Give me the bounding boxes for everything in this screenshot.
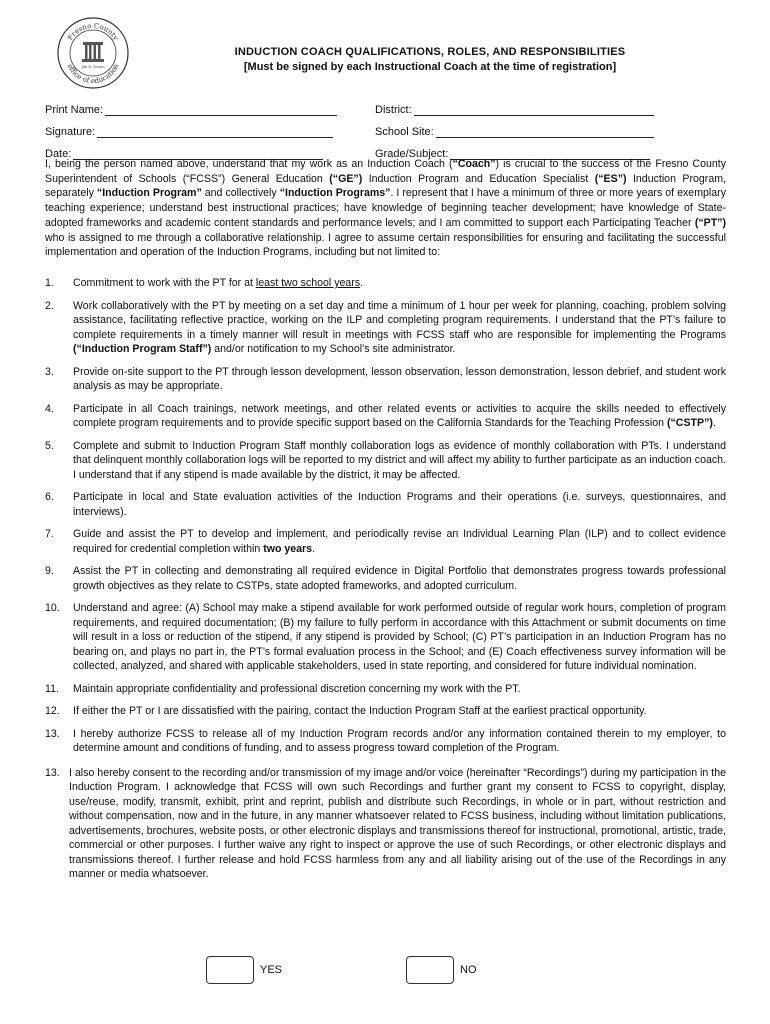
responsibilities-list xyxy=(45,276,726,890)
consent-no-label: NO xyxy=(460,964,477,976)
signature-label: Signature: xyxy=(45,126,96,138)
signature-line[interactable] xyxy=(97,127,333,138)
district-line[interactable] xyxy=(414,105,654,116)
seal-motto: Jim A. Yovino xyxy=(81,65,105,69)
grade-subject-label: Grade/Subject: xyxy=(375,148,449,160)
seal-bottom-text: office of education xyxy=(65,62,121,86)
list-item: 4. Participate in all Coach trainings, network meetings, and other related events or activities to acquire the skills needed to effectively complete program requirements and to provide specific support based on the California Standards for the Teaching Profession (“CSTP”). xyxy=(45,402,726,429)
seal-top-text: Fresno County xyxy=(66,21,120,42)
print-name-label: Print Name: xyxy=(45,104,104,116)
signature-fields xyxy=(45,94,735,160)
list-item: 10. Understand and agree: (A) School may make a stipend available for work performed outside of regular work hours, completion of program requirements, and required documentation; (B) my failure to fully perform in accordance with this Attachment or submit documents on time will result in a loss or reduction of the stipend, if any stipend is provided by School; (C) PT’s participation in an Induction Program has no bearing on, and plays no part in, the PT’s formal evaluation process in the School; and (E) Coach effectiveness survey information will be collected, analyzed, and shared with applicable stakeholders, used in state reporting, and considered for future individual nomination. xyxy=(45,602,726,672)
list-item: 9. Assist the PT in collecting and demonstrating all required evidence in Digital Portfolio that demonstrates progress towards professional growth objectives as they relate to CSTPs, state adopted frameworks, and adopted curriculum. xyxy=(45,565,726,592)
consent-no-checkbox[interactable] xyxy=(406,956,454,984)
list-item: 6. Participate in local and State evaluation activities of the Induction Programs and their operations (i.e. surveys, questionnaires, and interviews). xyxy=(45,491,726,518)
document-header xyxy=(130,46,730,73)
list-item: 1. Commitment to work with the PT for at least two school years. xyxy=(45,277,364,289)
school-site-label: School Site: xyxy=(375,126,434,138)
svg-text:Fresno County xyxy=(66,22,120,42)
district-label: District: xyxy=(375,104,412,116)
list-item: 3. Provide on-site support to the PT through lesson development, lesson observation, lesson demonstration, lesson debrief, and student work analysis as may be appropriate. xyxy=(45,365,726,392)
page-title: INDUCTION COACH QUALIFICATIONS, ROLES, AND RESPONSIBILITIES xyxy=(234,46,626,58)
consent-yes-label: YES xyxy=(260,964,283,976)
school-site-line[interactable] xyxy=(436,127,654,138)
list-item: 2. Work collaboratively with the PT by meeting on a set day and time a minimum of 1 hour per week for planning, coaching, problem solving assistance, facilitating reflective practice, working on the ILP and completing program requirements. I understand that the PT’s failure to complete requirements in a timely manner will result in meetings with FCSS staff who are responsible for implementing the Programs (“Induction Program Staff”) and/or notification to my School’s site administrator. xyxy=(45,299,726,355)
fcss-seal-logo xyxy=(56,16,130,90)
list-item: 7. Guide and assist the PT to develop and implement, and periodically revise an Individual Learning Plan (ILP) and to collect evidence required for credential completion within two years. xyxy=(45,528,726,555)
list-item: 13. I also hereby consent to the recording and/or transmission of my image and/or voice (hereinafter “Recordings”) during my participation in the Induction Program. I acknowledge that FCSS will own such Recordings and further grant my consent to FCSS to copyright, display, use/reuse, modify, transmit, exhibit, print and reprint, publish and distribute such Recordings, in whole or in part, without restriction and without compensation, now and in the future, in any manner whatsoever related to FCSS business, including without limitation publications, advertisements, brochures, website posts, or other electronic displays and transmissions thereof for instructional, promotional, artistic, trade, commercial or other purposes. I further waive any right to inspect or approve the use of such Recordings, or other electronic displays and transmissions thereof. I further release and hold FCSS harmless from any and all liability arising out of the use of the Recordings in any manner or media whatsoever. xyxy=(45,766,726,880)
list-item: 5. Complete and submit to Induction Program Staff monthly collaboration logs as evidence of monthly collaboration with PTs. I understand that delinquent monthly collaboration logs will be reported to my district and will affect my ability to further participate as an induction coach. I understand that if any stipend is made available by the district, it may be affected. xyxy=(45,439,726,481)
page-subtitle: [Must be signed by each Instructional Coach at the time of registration] xyxy=(243,61,617,73)
list-item: 13. I hereby authorize FCSS to release all of my Induction Program records and/or any information contained therein to my employer, to determine amount and conditions of funding, and to assess progress toward completion of the Program. xyxy=(45,727,726,754)
date-label: Date: xyxy=(45,148,72,160)
list-item: 11. Maintain appropriate confidentiality and professional discretion concerning my work with the PT. xyxy=(45,682,521,695)
print-name-line[interactable] xyxy=(105,105,337,116)
consent-yes-checkbox[interactable] xyxy=(206,956,254,984)
intro-paragraph: I, being the person named above, understand that my work as an Induction Coach (“Coach”) is crucial to the success of the Fresno County Superintendent of Schools (“FCSS”) General Education (“GE”) Induction Program and Education Specialist (“ES”) Induction Program, separately “Induction Program” and collectively “Induction Programs”. I represent that I have a minimum of three or more years of exemplary teaching experience; understand best instructional practices; have knowledge of beginning teacher development; have knowledge of State-adopted frameworks and academic content standards and performance levels; and I am committed to support each Participating Teacher (“PT”) who is assigned to me through a collaborative relationship. I agree to assume certain responsibilities for ensuring and facilitating the successful implementation and operation of the Induction Programs, including but not limited to: xyxy=(45,158,726,259)
list-item: 12. If either the PT or I are dissatisfied with the pairing, contact the Induction Program Staff at the earliest practical opportunity. xyxy=(45,705,647,717)
